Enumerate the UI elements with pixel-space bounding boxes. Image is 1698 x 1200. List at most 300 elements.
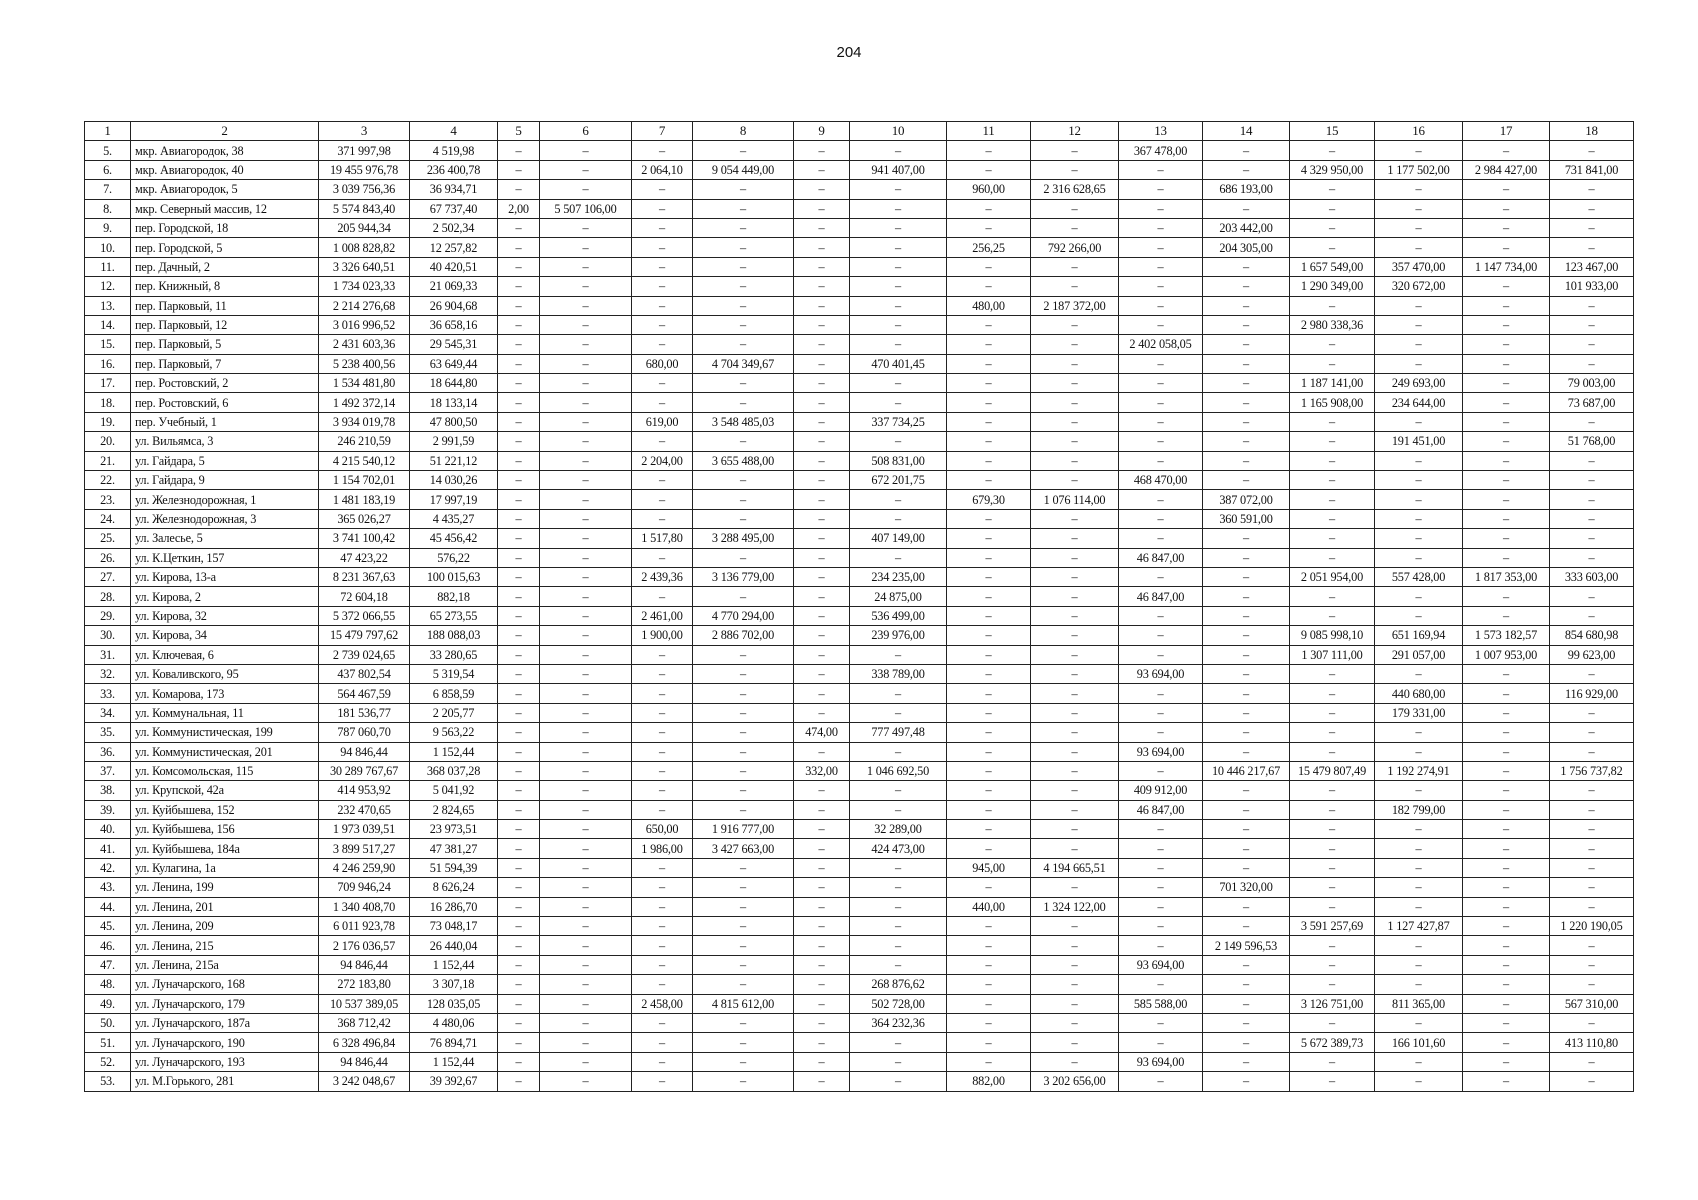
table-row: [85, 820, 1634, 839]
value-cell: –: [1550, 451, 1634, 470]
value-cell: –: [1290, 218, 1375, 237]
value-cell: 371 997,98: [319, 141, 410, 160]
value-cell: –: [1119, 180, 1203, 199]
value-cell: –: [540, 529, 632, 548]
value-cell: –: [498, 1033, 540, 1052]
value-cell: –: [1203, 955, 1290, 974]
value-cell: –: [693, 742, 794, 761]
table-row: [85, 781, 1634, 800]
value-cell: –: [1463, 277, 1550, 296]
value-cell: 2 824,65: [410, 800, 498, 819]
value-cell: –: [1375, 548, 1463, 567]
value-cell: –: [794, 160, 850, 179]
value-cell: 1 340 408,70: [319, 897, 410, 916]
value-cell: –: [1550, 820, 1634, 839]
value-cell: –: [1463, 781, 1550, 800]
address-cell: ул. Куйбышева, 156: [131, 820, 319, 839]
column-number-cell: 13: [1119, 122, 1203, 141]
table-row: [85, 664, 1634, 683]
value-cell: –: [794, 432, 850, 451]
value-cell: –: [1375, 1013, 1463, 1032]
value-cell: 234 644,00: [1375, 393, 1463, 412]
value-cell: –: [1550, 897, 1634, 916]
value-cell: –: [693, 761, 794, 780]
value-cell: –: [1290, 548, 1375, 567]
value-cell: 945,00: [947, 858, 1031, 877]
value-cell: –: [794, 257, 850, 276]
row-number-cell: 25.: [85, 529, 131, 548]
value-cell: –: [1031, 432, 1119, 451]
value-cell: –: [1203, 393, 1290, 412]
value-cell: –: [693, 218, 794, 237]
value-cell: –: [540, 897, 632, 916]
value-cell: –: [794, 296, 850, 315]
value-cell: –: [632, 180, 693, 199]
row-number-cell: 49.: [85, 994, 131, 1013]
value-cell: –: [1031, 529, 1119, 548]
value-cell: –: [693, 257, 794, 276]
address-cell: ул. Ленина, 199: [131, 878, 319, 897]
value-cell: –: [498, 412, 540, 431]
value-cell: –: [1119, 839, 1203, 858]
value-cell: –: [1375, 315, 1463, 334]
value-cell: –: [1119, 645, 1203, 664]
value-cell: –: [1203, 587, 1290, 606]
value-cell: –: [794, 955, 850, 974]
value-cell: –: [540, 257, 632, 276]
value-cell: –: [498, 703, 540, 722]
value-cell: –: [1031, 723, 1119, 742]
value-cell: 1 152,44: [410, 955, 498, 974]
value-cell: –: [1031, 1052, 1119, 1071]
value-cell: –: [1119, 529, 1203, 548]
value-cell: –: [794, 587, 850, 606]
row-number-cell: 26.: [85, 548, 131, 567]
value-cell: –: [1463, 1033, 1550, 1052]
value-cell: –: [1031, 451, 1119, 470]
value-cell: –: [947, 781, 1031, 800]
value-cell: 15 479 797,62: [319, 626, 410, 645]
value-cell: –: [1203, 412, 1290, 431]
table-row: [85, 335, 1634, 354]
value-cell: 1 573 182,57: [1463, 626, 1550, 645]
value-cell: 960,00: [947, 180, 1031, 199]
value-cell: 508 831,00: [850, 451, 947, 470]
value-cell: –: [693, 141, 794, 160]
value-cell: –: [632, 509, 693, 528]
value-cell: –: [1463, 936, 1550, 955]
address-cell: ул. Гайдара, 9: [131, 471, 319, 490]
value-cell: –: [947, 451, 1031, 470]
value-cell: –: [693, 955, 794, 974]
address-cell: пер. Парковый, 5: [131, 335, 319, 354]
row-number-cell: 33.: [85, 684, 131, 703]
value-cell: –: [1203, 529, 1290, 548]
value-cell: 205 944,34: [319, 218, 410, 237]
value-cell: –: [1119, 257, 1203, 276]
value-cell: 236 400,78: [410, 160, 498, 179]
value-cell: –: [1375, 664, 1463, 683]
value-cell: –: [1463, 897, 1550, 916]
value-cell: 536 499,00: [850, 606, 947, 625]
table-row: [85, 257, 1634, 276]
value-cell: –: [1031, 141, 1119, 160]
row-number-cell: 34.: [85, 703, 131, 722]
value-cell: 18 133,14: [410, 393, 498, 412]
value-cell: –: [632, 703, 693, 722]
value-cell: –: [794, 315, 850, 334]
value-cell: –: [1375, 238, 1463, 257]
value-cell: 1 154 702,01: [319, 471, 410, 490]
address-cell: ул. М.Горького, 281: [131, 1072, 319, 1091]
address-cell: мкр. Авиагородок, 38: [131, 141, 319, 160]
row-number-cell: 12.: [85, 277, 131, 296]
address-cell: ул. Ключевая, 6: [131, 645, 319, 664]
value-cell: –: [1550, 742, 1634, 761]
value-cell: –: [1203, 199, 1290, 218]
address-cell: ул. Комарова, 173: [131, 684, 319, 703]
value-cell: –: [794, 412, 850, 431]
value-cell: –: [1203, 1013, 1290, 1032]
value-cell: 440,00: [947, 897, 1031, 916]
value-cell: –: [1463, 723, 1550, 742]
value-cell: –: [540, 742, 632, 761]
value-cell: –: [1375, 180, 1463, 199]
value-cell: –: [1290, 199, 1375, 218]
address-cell: мкр. Авиагородок, 40: [131, 160, 319, 179]
value-cell: –: [1463, 1052, 1550, 1071]
value-cell: 686 193,00: [1203, 180, 1290, 199]
value-cell: 1 900,00: [632, 626, 693, 645]
value-cell: –: [794, 1013, 850, 1032]
value-cell: –: [794, 878, 850, 897]
address-cell: ул. Железнодорожная, 1: [131, 490, 319, 509]
value-cell: –: [1463, 412, 1550, 431]
value-cell: –: [1463, 141, 1550, 160]
value-cell: 1 734 023,33: [319, 277, 410, 296]
value-cell: –: [1290, 587, 1375, 606]
address-cell: ул. Луначарского, 179: [131, 994, 319, 1013]
value-cell: 2 739 024,65: [319, 645, 410, 664]
value-cell: –: [1290, 800, 1375, 819]
value-cell: –: [1463, 994, 1550, 1013]
value-cell: –: [1031, 257, 1119, 276]
row-number-cell: 40.: [85, 820, 131, 839]
value-cell: –: [632, 897, 693, 916]
value-cell: –: [1375, 509, 1463, 528]
value-cell: 470 401,45: [850, 354, 947, 373]
value-cell: –: [1463, 664, 1550, 683]
row-number-cell: 38.: [85, 781, 131, 800]
value-cell: –: [540, 471, 632, 490]
value-cell: 651 169,94: [1375, 626, 1463, 645]
value-cell: –: [1463, 471, 1550, 490]
value-cell: –: [498, 781, 540, 800]
value-cell: –: [947, 587, 1031, 606]
value-cell: –: [1463, 820, 1550, 839]
value-cell: 6 858,59: [410, 684, 498, 703]
value-cell: –: [1203, 664, 1290, 683]
column-number-cell: 6: [540, 122, 632, 141]
value-cell: –: [1031, 645, 1119, 664]
value-cell: 9 085 998,10: [1290, 626, 1375, 645]
value-cell: –: [1290, 1052, 1375, 1071]
value-cell: 368 712,42: [319, 1013, 410, 1032]
value-cell: –: [1203, 858, 1290, 877]
value-cell: –: [947, 529, 1031, 548]
value-cell: 2 458,00: [632, 994, 693, 1013]
value-cell: –: [1375, 354, 1463, 373]
address-cell: ул. Ленина, 215а: [131, 955, 319, 974]
row-number-cell: 46.: [85, 936, 131, 955]
value-cell: 650,00: [632, 820, 693, 839]
value-cell: –: [1119, 723, 1203, 742]
value-cell: 1 177 502,00: [1375, 160, 1463, 179]
row-number-cell: 20.: [85, 432, 131, 451]
value-cell: –: [1463, 1072, 1550, 1091]
value-cell: –: [632, 781, 693, 800]
column-number-cell: 14: [1203, 122, 1290, 141]
value-cell: –: [850, 897, 947, 916]
value-cell: 1 986,00: [632, 839, 693, 858]
column-number-cell: 2: [131, 122, 319, 141]
value-cell: –: [947, 1033, 1031, 1052]
value-cell: –: [947, 626, 1031, 645]
value-cell: –: [1031, 936, 1119, 955]
value-cell: –: [850, 878, 947, 897]
value-cell: –: [632, 684, 693, 703]
value-cell: 73 687,00: [1550, 393, 1634, 412]
table-row: [85, 1033, 1634, 1052]
value-cell: –: [850, 955, 947, 974]
address-cell: ул. Коваливского, 95: [131, 664, 319, 683]
address-cell: ул. Кирова, 2: [131, 587, 319, 606]
value-cell: –: [693, 1072, 794, 1091]
value-cell: 232 470,65: [319, 800, 410, 819]
row-number-cell: 9.: [85, 218, 131, 237]
value-cell: –: [540, 1013, 632, 1032]
value-cell: –: [947, 761, 1031, 780]
value-cell: –: [540, 800, 632, 819]
value-cell: –: [1375, 820, 1463, 839]
value-cell: –: [540, 955, 632, 974]
value-cell: –: [1203, 160, 1290, 179]
value-cell: 1 046 692,50: [850, 761, 947, 780]
value-cell: –: [540, 858, 632, 877]
value-cell: 5 372 066,55: [319, 606, 410, 625]
value-cell: 1 147 734,00: [1463, 257, 1550, 276]
value-cell: –: [632, 1072, 693, 1091]
value-cell: –: [1031, 684, 1119, 703]
value-cell: 2 431 603,36: [319, 335, 410, 354]
value-cell: –: [1463, 548, 1550, 567]
table-row: [85, 839, 1634, 858]
value-cell: –: [540, 567, 632, 586]
value-cell: –: [1550, 781, 1634, 800]
value-cell: –: [1031, 800, 1119, 819]
value-cell: –: [794, 820, 850, 839]
value-cell: –: [693, 315, 794, 334]
value-cell: 18 644,80: [410, 374, 498, 393]
value-cell: –: [794, 626, 850, 645]
register-table: [84, 121, 1634, 1092]
value-cell: –: [1463, 199, 1550, 218]
value-cell: –: [947, 199, 1031, 218]
value-cell: –: [1375, 296, 1463, 315]
value-cell: –: [540, 684, 632, 703]
value-cell: 47 381,27: [410, 839, 498, 858]
value-cell: –: [1203, 975, 1290, 994]
value-cell: 882,00: [947, 1072, 1031, 1091]
value-cell: 941 407,00: [850, 160, 947, 179]
value-cell: –: [498, 374, 540, 393]
value-cell: 51 594,39: [410, 858, 498, 877]
value-cell: –: [1119, 315, 1203, 334]
value-cell: 3 934 019,78: [319, 412, 410, 431]
value-cell: –: [1119, 238, 1203, 257]
value-cell: –: [1031, 374, 1119, 393]
value-cell: –: [498, 742, 540, 761]
value-cell: 407 149,00: [850, 529, 947, 548]
value-cell: –: [1463, 684, 1550, 703]
value-cell: –: [1290, 742, 1375, 761]
value-cell: 2 461,00: [632, 606, 693, 625]
value-cell: –: [1203, 684, 1290, 703]
value-cell: –: [632, 335, 693, 354]
value-cell: –: [498, 839, 540, 858]
value-cell: –: [693, 936, 794, 955]
value-cell: –: [1119, 1033, 1203, 1052]
row-number-cell: 51.: [85, 1033, 131, 1052]
value-cell: 46 847,00: [1119, 548, 1203, 567]
value-cell: –: [850, 858, 947, 877]
value-cell: –: [850, 393, 947, 412]
value-cell: 24 875,00: [850, 587, 947, 606]
value-cell: 2 502,34: [410, 218, 498, 237]
value-cell: –: [1203, 315, 1290, 334]
value-cell: –: [1290, 975, 1375, 994]
value-cell: 387 072,00: [1203, 490, 1290, 509]
value-cell: 332,00: [794, 761, 850, 780]
value-cell: –: [1031, 548, 1119, 567]
table-row: [85, 315, 1634, 334]
value-cell: 63 649,44: [410, 354, 498, 373]
value-cell: –: [1203, 257, 1290, 276]
value-cell: –: [1550, 141, 1634, 160]
value-cell: –: [850, 645, 947, 664]
value-cell: –: [850, 432, 947, 451]
column-number-cell: 3: [319, 122, 410, 141]
value-cell: –: [693, 509, 794, 528]
value-cell: –: [1119, 606, 1203, 625]
value-cell: 179 331,00: [1375, 703, 1463, 722]
value-cell: –: [1031, 955, 1119, 974]
table-row: [85, 742, 1634, 761]
value-cell: 564 467,59: [319, 684, 410, 703]
value-cell: –: [850, 277, 947, 296]
value-cell: –: [540, 664, 632, 683]
value-cell: –: [1463, 432, 1550, 451]
value-cell: –: [693, 703, 794, 722]
value-cell: 5 319,54: [410, 664, 498, 683]
value-cell: 2 984 427,00: [1463, 160, 1550, 179]
value-cell: –: [632, 761, 693, 780]
value-cell: –: [1119, 567, 1203, 586]
value-cell: –: [540, 218, 632, 237]
address-cell: ул. Вильямса, 3: [131, 432, 319, 451]
value-cell: –: [794, 664, 850, 683]
value-cell: –: [850, 1033, 947, 1052]
value-cell: 777 497,48: [850, 723, 947, 742]
value-cell: –: [1203, 548, 1290, 567]
value-cell: –: [850, 238, 947, 257]
value-cell: –: [540, 645, 632, 664]
value-cell: –: [1203, 1033, 1290, 1052]
table-row: [85, 412, 1634, 431]
value-cell: –: [1375, 1052, 1463, 1071]
value-cell: 1 127 427,87: [1375, 917, 1463, 936]
value-cell: –: [1119, 917, 1203, 936]
value-cell: 36 658,16: [410, 315, 498, 334]
value-cell: –: [947, 684, 1031, 703]
value-cell: 357 470,00: [1375, 257, 1463, 276]
value-cell: 33 280,65: [410, 645, 498, 664]
value-cell: –: [1290, 839, 1375, 858]
value-cell: –: [947, 354, 1031, 373]
value-cell: –: [1375, 839, 1463, 858]
value-cell: –: [1203, 567, 1290, 586]
table-row: [85, 218, 1634, 237]
value-cell: –: [850, 296, 947, 315]
value-cell: –: [498, 432, 540, 451]
value-cell: –: [1203, 432, 1290, 451]
value-cell: –: [1290, 509, 1375, 528]
value-cell: –: [1463, 296, 1550, 315]
value-cell: 2 051 954,00: [1290, 567, 1375, 586]
value-cell: –: [947, 257, 1031, 276]
value-cell: 99 623,00: [1550, 645, 1634, 664]
value-cell: 792 266,00: [1031, 238, 1119, 257]
value-cell: –: [1031, 626, 1119, 645]
table-row: [85, 994, 1634, 1013]
value-cell: –: [1550, 878, 1634, 897]
value-cell: 4 770 294,00: [693, 606, 794, 625]
value-cell: –: [498, 567, 540, 586]
value-cell: –: [850, 703, 947, 722]
value-cell: –: [1031, 742, 1119, 761]
value-cell: –: [632, 1052, 693, 1071]
value-cell: –: [498, 393, 540, 412]
value-cell: 1 916 777,00: [693, 820, 794, 839]
value-cell: –: [1463, 529, 1550, 548]
value-cell: 367 478,00: [1119, 141, 1203, 160]
value-cell: 1 007 953,00: [1463, 645, 1550, 664]
value-cell: –: [1463, 703, 1550, 722]
table-row: [85, 199, 1634, 218]
value-cell: –: [693, 1052, 794, 1071]
value-cell: –: [498, 723, 540, 742]
value-cell: –: [1031, 509, 1119, 528]
value-cell: –: [1550, 471, 1634, 490]
value-cell: 5 238 400,56: [319, 354, 410, 373]
value-cell: –: [1375, 490, 1463, 509]
value-cell: –: [947, 471, 1031, 490]
value-cell: 557 428,00: [1375, 567, 1463, 586]
value-cell: –: [794, 451, 850, 470]
value-cell: –: [947, 1052, 1031, 1071]
value-cell: 268 876,62: [850, 975, 947, 994]
address-cell: ул. Куйбышева, 152: [131, 800, 319, 819]
